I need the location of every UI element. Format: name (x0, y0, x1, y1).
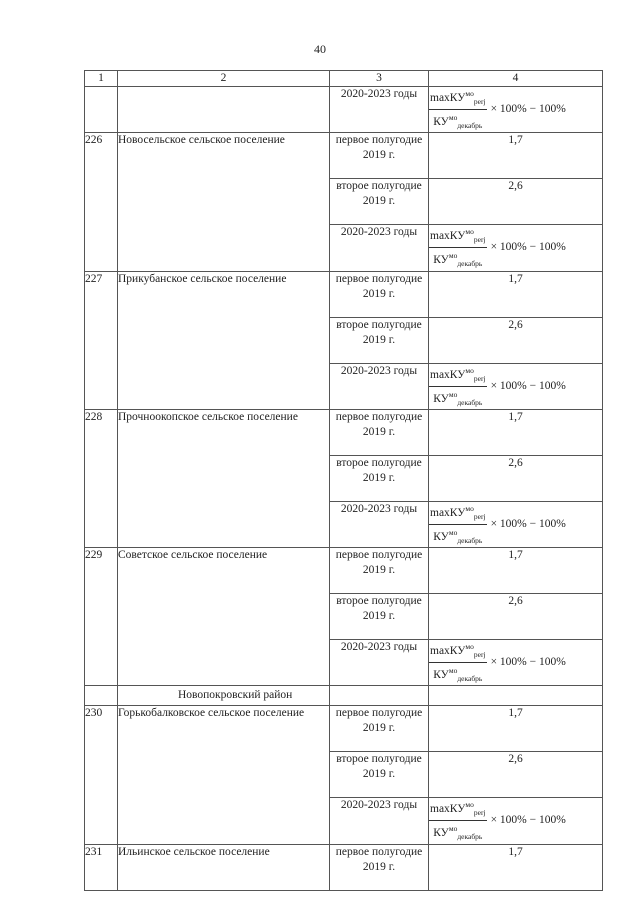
formula-cell (429, 363, 603, 409)
formula-fraction (429, 87, 487, 132)
indicator-value: 2,6 (429, 455, 603, 501)
growth-formula (429, 225, 566, 270)
formula-cell (429, 798, 603, 844)
growth-formula (429, 640, 566, 685)
indicator-value: 2,6 (429, 179, 603, 225)
formula-numerator: maxКУ$^{мо}_{perj}$ (429, 640, 487, 663)
table-row (85, 548, 603, 594)
period-cell: второе полугодие 2019 г. (330, 594, 429, 640)
indicator-value: 2,6 (429, 317, 603, 363)
settlement-number: 226 (85, 133, 118, 271)
settlement-number: 227 (85, 271, 118, 409)
formula-numerator: maxКУ$^{мо}_{perj}$ (429, 364, 487, 387)
formula-denominator: $КУ^{мо}_{декабрь}$ (433, 389, 483, 407)
table-header-row (85, 71, 603, 87)
formula-multiplier: × 100% − 100% (490, 103, 566, 116)
formula-multiplier: × 100% − 100% (490, 814, 566, 827)
formula-fraction (429, 502, 487, 547)
formula-denominator: $КУ^{мо}_{декабрь}$ (433, 666, 483, 684)
formula-cell (429, 640, 603, 686)
settlement-number: 231 (85, 844, 118, 890)
district-name: Новопокровский район (118, 686, 330, 706)
formula-fraction (429, 225, 487, 270)
formula-numerator: maxКУ$^{мо}_{perj}$ (429, 225, 487, 248)
indicator-value: 1,7 (429, 706, 603, 752)
table-row (85, 271, 603, 317)
period-cell: 2020-2023 годы (330, 501, 429, 547)
period-cell: 2020-2023 годы (330, 87, 429, 133)
settlement-name (118, 87, 330, 133)
table-row (85, 133, 603, 179)
header-cell: 2 (118, 71, 330, 87)
indicator-value: 1,7 (429, 844, 603, 890)
period-cell: второе полугодие 2019 г. (330, 455, 429, 501)
page-number: 40 (314, 42, 326, 56)
settlement-name: Прочноокопское сельское поселение (118, 409, 330, 547)
period-cell: первое полугодие 2019 г. (330, 548, 429, 594)
indicator-value: 2,6 (429, 752, 603, 798)
indicator-value: 1,7 (429, 133, 603, 179)
formula-numerator: maxКУ$^{мо}_{perj}$ (429, 87, 487, 110)
formula-multiplier: × 100% − 100% (490, 241, 566, 254)
settlement-number (85, 87, 118, 133)
formula-fraction (429, 798, 487, 843)
formula-multiplier: × 100% − 100% (490, 379, 566, 392)
settlement-name: Новосельское сельское поселение (118, 133, 330, 271)
formula-fraction (429, 640, 487, 685)
formula-fraction (429, 364, 487, 409)
header-cell: 4 (429, 71, 603, 87)
period-cell: второе полугодие 2019 г. (330, 317, 429, 363)
formula-cell (429, 225, 603, 271)
period-cell: первое полугодие 2019 г. (330, 844, 429, 890)
indicator-value: 1,7 (429, 271, 603, 317)
settlements-table (84, 70, 603, 891)
settlement-name: Ильинское сельское поселение (118, 844, 330, 890)
table-row (85, 844, 603, 890)
period-cell: 2020-2023 годы (330, 363, 429, 409)
period-cell: 2020-2023 годы (330, 225, 429, 271)
indicator-value: 1,7 (429, 409, 603, 455)
formula-multiplier: × 100% − 100% (490, 656, 566, 669)
period-cell: первое полугодие 2019 г. (330, 409, 429, 455)
settlement-number: 229 (85, 548, 118, 686)
indicator-value: 2,6 (429, 594, 603, 640)
district-row (85, 686, 603, 706)
settlement-name: Советское сельское поселение (118, 548, 330, 686)
growth-formula (429, 87, 566, 132)
district-empty-cell (429, 686, 603, 706)
growth-formula (429, 364, 566, 409)
growth-formula (429, 798, 566, 843)
settlement-number: 230 (85, 706, 118, 844)
period-cell: первое полугодие 2019 г. (330, 706, 429, 752)
formula-cell (429, 501, 603, 547)
formula-multiplier: × 100% − 100% (490, 517, 566, 530)
settlement-name: Горькобалковское сельское поселение (118, 706, 330, 844)
header-cell: 1 (85, 71, 118, 87)
period-cell: 2020-2023 годы (330, 640, 429, 686)
formula-numerator: maxКУ$^{мо}_{perj}$ (429, 502, 487, 525)
table-row (85, 87, 603, 133)
period-cell: 2020-2023 годы (330, 798, 429, 844)
header-cell: 3 (330, 71, 429, 87)
period-cell: второе полугодие 2019 г. (330, 179, 429, 225)
formula-denominator: $КУ^{мо}_{декабрь}$ (433, 527, 483, 545)
formula-cell (429, 87, 603, 133)
formula-denominator: $КУ^{мо}_{декабрь}$ (433, 113, 483, 131)
table-row (85, 706, 603, 752)
period-cell: первое полугодие 2019 г. (330, 271, 429, 317)
period-cell: второе полугодие 2019 г. (330, 752, 429, 798)
formula-denominator: $КУ^{мо}_{декабрь}$ (433, 824, 483, 842)
period-cell: первое полугодие 2019 г. (330, 133, 429, 179)
district-spacer-cell (85, 686, 118, 706)
district-empty-cell (330, 686, 429, 706)
settlement-number: 228 (85, 409, 118, 547)
formula-denominator: $КУ^{мо}_{декабрь}$ (433, 251, 483, 269)
settlement-name: Прикубанское сельское поселение (118, 271, 330, 409)
indicator-value: 1,7 (429, 548, 603, 594)
table-row (85, 409, 603, 455)
formula-numerator: maxКУ$^{мо}_{perj}$ (429, 798, 487, 821)
growth-formula (429, 502, 566, 547)
